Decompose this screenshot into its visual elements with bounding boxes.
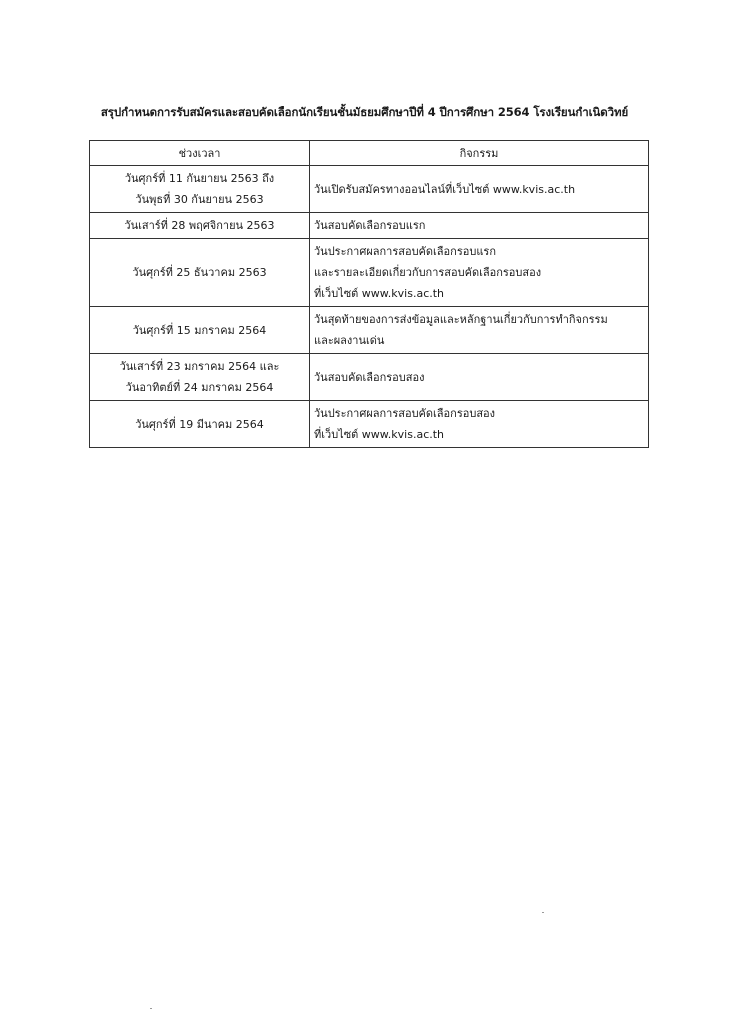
activity-cell	[310, 354, 649, 401]
scan-speck	[150, 1008, 152, 1009]
activity-line: ที่เว็บไซต์ www.kvis.ac.th	[314, 287, 445, 300]
activity-line: วันประกาศผลการสอบคัดเลือกรอบสอง	[314, 407, 496, 420]
period-line: วันอาทิตย์ที่ 24 มกราคม 2564	[125, 381, 274, 394]
table-row	[90, 354, 649, 401]
period-cell	[90, 166, 310, 213]
period-line: วันเสาร์ที่ 23 มกราคม 2564 และ	[119, 360, 280, 373]
header-activity: กิจกรรม	[310, 141, 649, 166]
activity-cell	[310, 401, 649, 448]
period-line: วันศุกร์ที่ 15 มกราคม 2564	[132, 323, 267, 337]
table-row	[90, 213, 649, 239]
table-header-row	[90, 141, 649, 166]
period-line: วันศุกร์ที่ 19 มีนาคม 2564	[135, 417, 264, 431]
table-row	[90, 166, 649, 213]
activity-line: ที่เว็บไซต์ www.kvis.ac.th	[314, 428, 445, 441]
period-cell	[90, 401, 310, 448]
period-cell	[90, 239, 310, 307]
activity-cell	[310, 239, 649, 307]
activity-cell	[310, 213, 649, 239]
activity-line: และรายละเอียดเกี่ยวกับการสอบคัดเลือกรอบสอง	[314, 266, 542, 279]
period-line: วันศุกร์ที่ 25 ธันวาคม 2563	[132, 266, 267, 279]
activity-cell	[310, 307, 649, 354]
scan-speck	[542, 912, 544, 913]
schedule-table	[89, 140, 649, 448]
table-row	[90, 239, 649, 307]
table-row	[90, 307, 649, 354]
activity-line: วันสุดท้ายของการส่งข้อมูลและหลักฐานเกี่ยวกับการทำกิจกรรม	[314, 313, 608, 326]
activity-line: วันประกาศผลการสอบคัดเลือกรอบแรก	[314, 245, 496, 258]
header-period: ช่วงเวลา	[90, 141, 310, 166]
period-cell	[90, 307, 310, 354]
period-line: วันเสาร์ที่ 28 พฤศจิกายน 2563	[124, 219, 275, 232]
period-cell	[90, 213, 310, 239]
page-title: สรุปกำหนดการรับสมัครและสอบคัดเลือกนักเรียนชั้นมัธยมศึกษาปีที่ 4 ปีการศึกษา 2564 โรงเรียนกำเนิดวิทย์	[100, 105, 629, 119]
activity-line: และผลงานเด่น	[314, 334, 385, 347]
activity-line: วันเปิดรับสมัครทางออนไลน์ที่เว็บไซต์ www.kvis.ac.th	[314, 182, 576, 196]
activity-line: วันสอบคัดเลือกรอบแรก	[314, 219, 426, 232]
period-line: วันพุธที่ 30 กันยายน 2563	[135, 193, 264, 206]
activity-line: วันสอบคัดเลือกรอบสอง	[314, 370, 425, 384]
period-line: วันศุกร์ที่ 11 กันยายน 2563 ถึง	[124, 172, 275, 185]
table-row	[90, 401, 649, 448]
activity-cell	[310, 166, 649, 213]
period-cell	[90, 354, 310, 401]
